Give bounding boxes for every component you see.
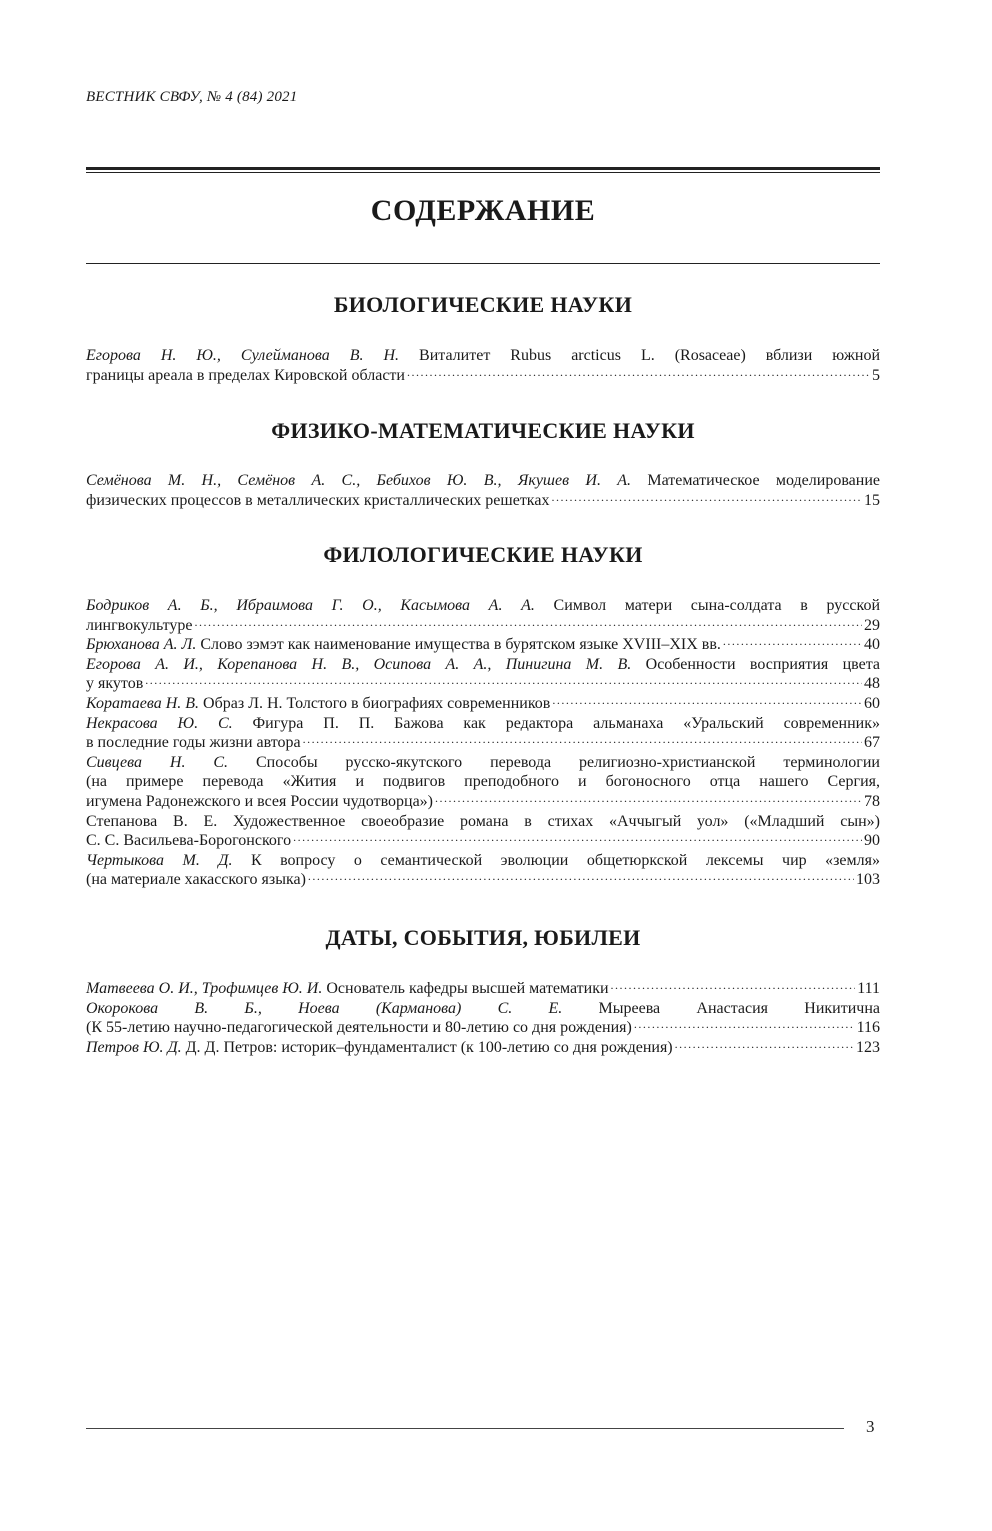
toc-entry-title-end: С. С. Васильева-Борогонского	[86, 832, 292, 850]
toc-entry-title-continued: (на примере перевода «Жития и подвигов преподобного и богоносного отца нашего Сергия,	[86, 773, 880, 791]
toc-entry-title: Символ матери сына-солдата в русской	[553, 597, 881, 614]
toc-entry	[86, 714, 880, 753]
toc-entry-page-number: 67	[864, 734, 880, 752]
section-entries-philology	[86, 596, 880, 890]
toc-entry	[86, 1038, 880, 1058]
toc-entry-authors: Семёнова М. Н., Семёнов А. С., Бебихов Ю. В., Якушев И. А.	[86, 472, 632, 489]
toc-entry-authors: Сивцева Н. С.	[86, 753, 229, 771]
toc-entry	[86, 655, 880, 694]
title-rule	[86, 263, 880, 264]
toc-entry-page-number: 90	[864, 832, 880, 850]
toc-entry	[86, 346, 880, 385]
toc-entry	[86, 851, 880, 890]
toc-entry-page-number: 5	[872, 366, 880, 384]
toc-entry-last-text	[86, 979, 609, 999]
toc-entry	[86, 753, 880, 812]
toc-entry-authors: Коратаева Н. В.	[86, 694, 200, 712]
toc-entry-page-number: 15	[864, 491, 880, 509]
toc-entry-title-end: у якутов	[86, 675, 144, 693]
toc-entry-authors: Бодриков А. Б., Ибраимова Г. О., Касымова А. А.	[86, 597, 535, 614]
toc-entry-last-text	[86, 366, 405, 386]
toc-entry-authors: Чертыкова М. Д.	[86, 851, 233, 869]
toc-entry-title: Особенности восприятия цвета	[645, 655, 881, 673]
toc-entry	[86, 694, 880, 714]
toc-entry-last-text	[86, 831, 291, 851]
toc-entry-title-end: границы ареала в пределах Кировской области	[86, 366, 405, 384]
dot-leader	[675, 1038, 854, 1058]
toc-entry-title-end: физических процессов в металлических кристаллических решетках	[86, 491, 550, 509]
toc-entry-authors: Петров Ю. Д.	[86, 1038, 182, 1056]
toc-entry-authors: Егорова Н. Ю., Сулейманова В. Н.	[86, 347, 400, 364]
toc-entry-last-text	[86, 674, 143, 694]
top-double-rule	[86, 167, 880, 173]
toc-entry	[86, 471, 880, 510]
toc-entry-first-line	[86, 655, 880, 675]
toc-entry-page-number: 40	[864, 636, 880, 654]
toc-entry-title: Степанова В. Е. Художественное своеобразие романа в стихах «Аччыгый уол» («Младший сын»)	[86, 812, 880, 830]
toc-entry-title-end: лингвокультуре	[86, 616, 193, 634]
toc-entry-last-line	[86, 694, 880, 714]
toc-entry-page-number: 29	[864, 616, 880, 634]
toc-entry-page-number: 111	[857, 980, 880, 997]
toc-entry-authors: Егорова А. И., Корепанова Н. В., Осипова А. А., Пинигина М. В.	[86, 655, 632, 673]
toc-entry-title-end: Образ Л. Н. Толстого в биографиях современников	[203, 694, 551, 712]
dot-leader	[195, 616, 862, 636]
toc-entry-last-text	[86, 733, 301, 753]
dot-leader	[552, 694, 862, 714]
toc-entry-first-line	[86, 999, 880, 1019]
footer-rule	[86, 1428, 844, 1429]
section-heading-dates-events: ДАТЫ, СОБЫТИЯ, ЮБИЛЕИ	[325, 925, 641, 950]
section-entries-physmath	[86, 471, 880, 510]
toc-entry	[86, 635, 880, 655]
section-entries-dates-events	[86, 979, 880, 1057]
toc-entry-title-end: (на материале хакасского языка)	[86, 871, 306, 889]
running-head: ВЕСТНИК СВФУ, № 4 (84) 2021	[86, 89, 298, 105]
toc-entry-title-end: игумена Радонежского и всея России чудотворца»)	[86, 792, 434, 810]
toc-entry-last-text	[86, 870, 306, 890]
toc-entry	[86, 979, 880, 999]
toc-entry-title-end: Основатель кафедры высшей математики	[326, 980, 609, 997]
toc-entry-title-end: Д. Д. Петров: историк–фундаменталист (к 100-летию со дня рождения)	[185, 1038, 673, 1056]
toc-entry	[86, 999, 880, 1038]
toc-entry-last-line	[86, 366, 880, 386]
toc-entry-last-line	[86, 733, 880, 753]
dot-leader	[634, 1018, 855, 1038]
toc-entry-title-end: (К 55-летию научно-педагогической деятельности и 80-летию со дня рождения)	[86, 1019, 632, 1037]
toc-entry-first-line	[86, 753, 880, 773]
toc-entry	[86, 812, 880, 851]
toc-entry-last-text	[86, 1038, 673, 1058]
toc-entry-last-line	[86, 616, 880, 636]
toc-entry-last-text	[86, 616, 193, 636]
toc-entry-first-line	[86, 471, 880, 491]
toc-entry-title: Способы русско-якутского перевода религиозно-христианской терминологии	[255, 753, 880, 771]
toc-entry-first-line	[86, 346, 880, 366]
page-title: СОДЕРЖАНИЕ	[370, 194, 596, 227]
toc-entry-first-line	[86, 812, 880, 832]
toc-entry-authors: Матвеева О. И., Трофимцев Ю. И.	[86, 980, 323, 997]
toc-entry-last-line	[86, 1018, 880, 1038]
toc-entry-title-end: Слово зэмэт как наименование имущества в бурятском языке XVIII–XIX вв.	[200, 636, 721, 654]
toc-entry-last-line	[86, 792, 880, 812]
dot-leader	[611, 979, 856, 999]
toc-entry-first-line	[86, 851, 880, 871]
toc-entry-last-line	[86, 491, 880, 511]
toc-entry-title: К вопросу о семантической эволюции общетюркской лексемы чир «земля»	[250, 851, 881, 869]
toc-entry-last-text	[86, 1018, 632, 1038]
section-entries-biology	[86, 346, 880, 385]
toc-entry-last-line	[86, 979, 880, 999]
dot-leader	[723, 635, 862, 655]
section-heading-biology: БИОЛОГИЧЕСКИЕ НАУКИ	[333, 292, 633, 317]
toc-entry-last-line	[86, 674, 880, 694]
toc-entry-title-end: в последние годы жизни автора	[86, 734, 301, 752]
toc-entry-page-number: 116	[856, 1019, 880, 1037]
toc-entry-authors: Некрасова Ю. С.	[86, 714, 233, 732]
dot-leader	[435, 792, 862, 812]
toc-entry-first-line	[86, 714, 880, 734]
toc-entry-last-text	[86, 694, 550, 714]
toc-entry-last-text	[86, 792, 433, 812]
dot-leader	[551, 491, 862, 511]
toc-entry-title: Виталитет Rubus arcticus L. (Rosaceae) вблизи южной	[419, 347, 880, 364]
dot-leader	[303, 733, 862, 753]
dot-leader	[308, 870, 854, 890]
toc-entry-last-line	[86, 831, 880, 851]
toc-entry-page-number: 48	[864, 675, 880, 693]
dot-leader	[293, 831, 862, 851]
section-heading-physmath: ФИЗИКО-МАТЕМАТИЧЕСКИЕ НАУКИ	[271, 418, 695, 443]
toc-entry-title: Фигура П. П. Бажова как редактора альманаха «Уральский современник»	[252, 714, 881, 732]
toc-entry-title: Мыреева Анастасия Никитична	[598, 999, 880, 1017]
page-number: 3	[866, 1417, 875, 1436]
toc-entry	[86, 596, 880, 635]
section-heading-philology: ФИЛОЛОГИЧЕСКИЕ НАУКИ	[323, 542, 643, 567]
toc-entry-last-line	[86, 870, 880, 890]
toc-entry-authors: Брюханова А. Л.	[86, 636, 197, 654]
toc-entry-middle-line	[86, 772, 880, 792]
toc-entry-page-number: 78	[864, 792, 880, 810]
dot-leader	[145, 674, 862, 694]
toc-entry-last-text	[86, 635, 721, 655]
toc-entry-page-number: 123	[856, 1038, 880, 1056]
toc-entry-last-line	[86, 1038, 880, 1058]
toc-entry-last-line	[86, 635, 880, 655]
toc-entry-first-line	[86, 596, 880, 616]
toc-entry-page-number: 103	[856, 871, 880, 889]
toc-entry-authors: Окорокова В. Б., Ноева (Карманова) С. Е.	[86, 999, 563, 1017]
toc-entry-page-number: 60	[864, 694, 880, 712]
toc-entry-title: Математическое моделирование	[647, 472, 880, 489]
dot-leader	[407, 366, 870, 386]
toc-entry-last-text	[86, 491, 549, 511]
